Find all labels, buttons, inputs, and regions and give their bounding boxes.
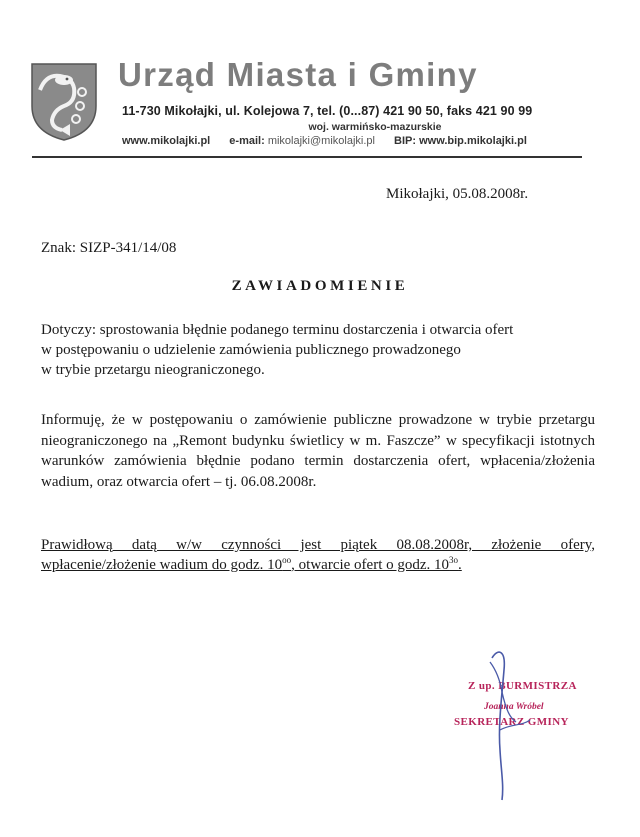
- place-date: Mikołajki, 05.08.2008r.: [386, 186, 529, 202]
- email-value: mikolajki@mikolajki.pl: [267, 135, 375, 147]
- stamp-name: Joanna Wróbel: [484, 702, 544, 712]
- corrected-line-2: wpłacenie/złożenie wadium do godz. $10^{oo}$, otwarcie ofert o godz. $10^{3o}$.: [41, 555, 462, 573]
- reference-number: Znak: SIZP-341/14/08: [41, 240, 177, 256]
- time-superscript: oo: [282, 555, 292, 565]
- bip-label: BIP:: [394, 135, 417, 147]
- stamp-line: SEKRETARZ GMINY: [454, 716, 569, 728]
- subject-line: w postępowaniu o udzielenie zamówienia publicznego prowadzonego: [41, 342, 461, 358]
- stamp-line: Z up. BURMISTRZA: [468, 680, 577, 692]
- office-region: woj. warmińsko-mazurskie: [308, 121, 442, 133]
- body-paragraph: Informuję, że w postępowaniu o zamówienie publiczne prowadzone w trybie przetargu nieograniczonego na „Remont budynku świetlicy w m. Faszcze” w specyfikacji istotnych warunków zamówienia błędnie podano termin dostarczenia ofert, wpłacenia/złożenia wadium, oraz otwarcia ofert – tj. 06.08.2008r.: [41, 412, 595, 490]
- email-label: e-mail:: [229, 135, 265, 147]
- official-stamp: [440, 640, 600, 810]
- office-contacts: [122, 135, 582, 147]
- subject-block: [41, 320, 601, 380]
- document-heading: ZAWIADOMIENIE: [231, 278, 409, 294]
- letterhead-divider: [32, 156, 582, 158]
- time-superscript: 3o: [449, 555, 459, 565]
- bip-value: www.bip.mikolajki.pl: [419, 135, 527, 147]
- website-link: www.mikolajki.pl: [122, 135, 211, 147]
- subject-line: w trybie przetargu nieograniczonego.: [41, 362, 265, 378]
- office-address: 11-730 Mikołajki, ul. Kolejowa 7, tel. (0...87) 421 90 50, faks 421 90 99: [122, 104, 533, 118]
- office-name: Urząd Miasta i Gminy: [118, 56, 478, 93]
- handwritten-signature: [440, 640, 600, 810]
- corrected-date-paragraph: [41, 535, 595, 575]
- corrected-line-1: Prawidłową datą w/w czynności jest piątek 08.08.2008r, złożenie ofery,: [41, 537, 595, 553]
- subject-line: Dotyczy: sprostowania błędnie podanego terminu dostarczenia i otwarcia ofert: [41, 322, 514, 338]
